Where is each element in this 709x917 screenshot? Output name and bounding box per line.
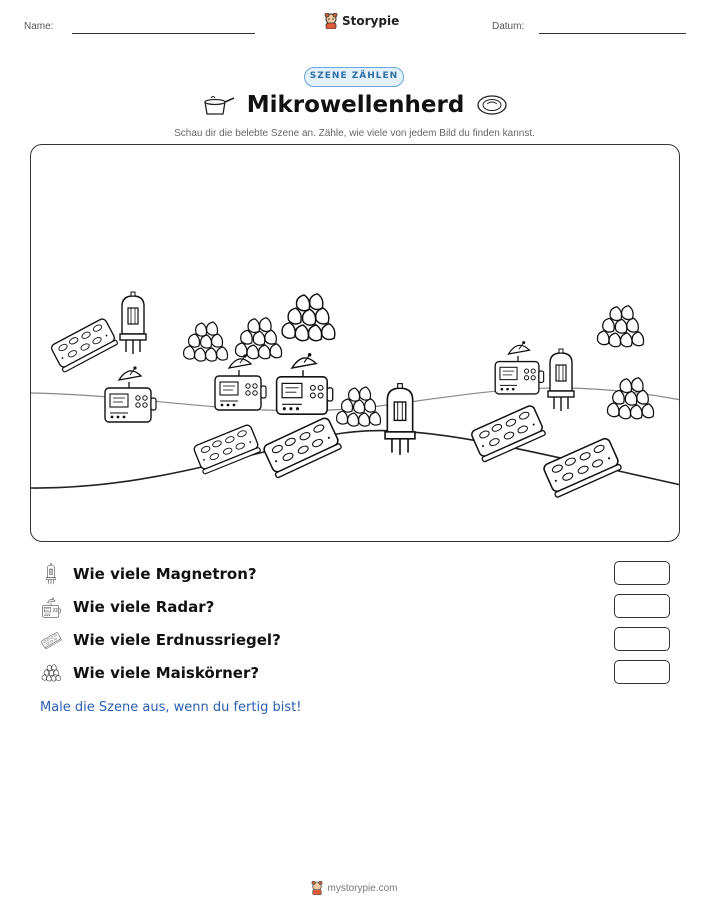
instructions: Schau dir die belebte Szene an. Zähle, wie viele von jedem Bild du finden kannst.: [174, 128, 535, 139]
counting-scene: [30, 144, 680, 542]
radar-item: [215, 354, 266, 410]
question-row: [40, 660, 670, 686]
corn-kernels-icon: [40, 662, 62, 684]
question-row: [40, 561, 670, 587]
brand-name: Storypie: [342, 14, 400, 28]
cooking-pot-icon: [201, 94, 235, 116]
corn-kernels-item: [282, 294, 335, 341]
brand-logo: [324, 13, 399, 29]
peanut-bar-icon: [40, 629, 62, 651]
peanut-bar-item: [470, 404, 546, 462]
question-row: [40, 627, 670, 653]
scene-illustration: [31, 145, 680, 542]
corn-kernels-item: [184, 322, 228, 361]
question-row: [40, 594, 670, 620]
radar-item: [495, 341, 543, 394]
site-footer: [0, 881, 709, 895]
corn-kernels-item: [337, 387, 381, 426]
category-badge: SZENE ZÄHLEN: [304, 67, 404, 87]
question-text: Wie viele Maiskörner?: [73, 664, 260, 682]
plate-icon: [476, 94, 508, 116]
corn-kernels-item: [235, 318, 281, 359]
name-input-line[interactable]: [72, 33, 255, 34]
date-input-line[interactable]: [539, 33, 686, 34]
question-text: Wie viele Radar?: [73, 598, 215, 616]
magnetron-item: [548, 349, 574, 411]
name-label: Name:: [24, 21, 54, 32]
radar-item: [105, 366, 156, 422]
radar-icon: [40, 596, 62, 618]
page-title: Mikrowellenherd: [246, 92, 465, 118]
magnetron-item: [120, 292, 146, 354]
question-text: Wie viele Erdnussriegel?: [73, 631, 281, 649]
title-row: [0, 92, 709, 118]
date-label: Datum:: [492, 21, 525, 32]
answer-box-corn-kernels[interactable]: [614, 660, 670, 684]
question-text: Wie viele Magnetron?: [73, 565, 257, 583]
answer-box-radar[interactable]: [614, 594, 670, 618]
corn-kernels-item: [607, 378, 653, 419]
coloring-note: Male die Szene aus, wenn du fertig bist!: [40, 700, 302, 715]
answer-box-peanut-bar[interactable]: [614, 627, 670, 651]
site-url: mystorypie.com: [327, 882, 398, 894]
answer-box-magnetron[interactable]: [614, 561, 670, 585]
corn-kernels-item: [597, 306, 643, 347]
storypie-mascot-icon: [324, 13, 338, 29]
peanut-bar-item: [50, 318, 118, 373]
peanut-bar-item: [542, 437, 621, 498]
storypie-mascot-icon: [311, 881, 323, 895]
magnetron-item: [385, 384, 415, 455]
magnetron-icon: [40, 563, 62, 585]
peanut-bar-item: [193, 424, 261, 474]
peanut-bar-item: [262, 417, 341, 479]
radar-item: [277, 353, 333, 414]
